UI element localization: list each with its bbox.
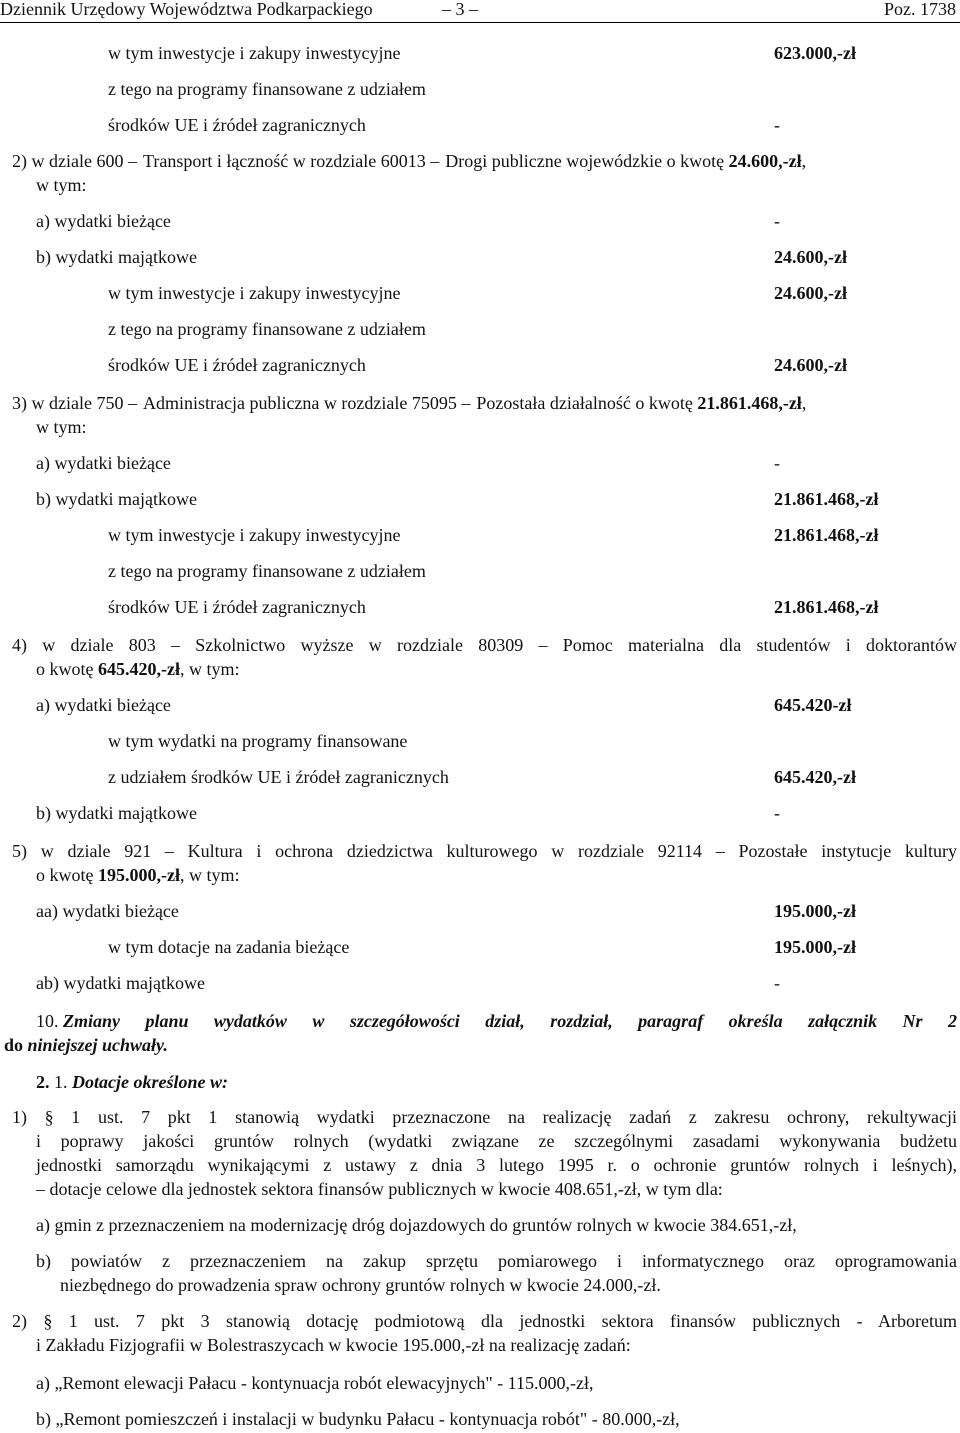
sec4-b-value: -	[774, 803, 780, 823]
sec3-heading-c: Pozostała działalność o kwotę	[476, 393, 698, 413]
sec3-b-label: b) wydatki majątkowe	[36, 489, 197, 509]
sec4-amount-line	[36, 658, 240, 680]
item1-line2: i poprawy jakości gruntów rolnych (wydatki związane ze szczególnymi zasadami wykonywania budżetu	[36, 1131, 957, 1151]
sec4-amount: 645.420,-zł	[98, 659, 180, 679]
sec5-amount-prefix: o kwotę	[36, 865, 98, 885]
sec2-wtym: w tym:	[36, 175, 87, 195]
sec3-wtym: w tym:	[36, 417, 87, 437]
item1-line3: jednostki samorządu wynikającymi z ustawy z dnia 3 lutego 1995 r. o ochronie gruntów rolnych i leśnych),	[36, 1155, 957, 1175]
sec4-prog-label-1: w tym wydatki na programy finansowane	[108, 731, 408, 751]
item1-b1: b) powiatów z przeznaczeniem na zakup sprzętu pomiarowego i informatycznego oraz oprogramowania	[36, 1251, 957, 1271]
sec3-heading-a: 3) w dziale 750	[12, 393, 128, 413]
sec5-ab-value: -	[774, 973, 780, 993]
sec5-amount: 195.000,-zł	[98, 865, 180, 885]
journal-title: Dziennik Urzędowy Województwa Podkarpackiego	[0, 0, 373, 19]
sec4-heading: 4) w dziale 803 – Szkolnictwo wyższe w rozdziale 80309 – Pomoc materialna dla studentów i doktorantów	[12, 635, 957, 655]
sec5-aa-value: 195.000,-zł	[774, 901, 856, 921]
sec5-dot-value: 195.000,-zł	[774, 937, 856, 957]
sec2-heading-b: Transport i łączność w rozdziale 60013	[142, 151, 431, 171]
sec2-a-value: -	[774, 211, 780, 231]
sec4-a-label: a) wydatki bieżące	[36, 695, 171, 715]
sec3-invest-value: 21.861.468,-zł	[774, 525, 879, 545]
sec2-heading: 2) w dziale 600 – Transport i łączność w rozdziale 60013 – Drogi publiczne wojewódzkie o kwotę 24.600,-zł,	[12, 151, 807, 171]
sec4-prog-value: 645.420,-zł	[774, 767, 856, 787]
item2-b: b) „Remont pomieszczeń i instalacji w budynku Pałacu - kontynuacja robót" - 80.000,-zł,	[36, 1409, 680, 1429]
item1-line4: – dotacje celowe dla jednostek sektora finansów publicznych w kwocie 408.651,-zł, w tym dla:	[36, 1179, 723, 1199]
sec4-prog-label-2: z udziałem środków UE i źródeł zagranicznych	[108, 767, 449, 787]
page-number: – 3 –	[442, 0, 478, 19]
sec2-prog-label-2: środków UE i źródeł zagranicznych	[108, 355, 366, 375]
par10-text: Zmiany planu wydatków w szczegółowości dział, rozdział, paragraf określa załącznik Nr 2	[63, 1011, 957, 1031]
sec2-invest-value: 24.600,-zł	[774, 283, 847, 303]
par10-line1	[36, 1010, 957, 1032]
page-header	[0, 0, 960, 23]
item2-line1: 2) § 1 ust. 7 pkt 3 stanowią dotację podmiotową dla jednostki sektora finansów publicznych - Arboretum	[12, 1311, 957, 1331]
item2-a: a) „Remont elewacji Pałacu - kontynuacja robót elewacyjnych" - 115.000,-zł,	[36, 1373, 594, 1393]
sec5-dot-label: w tym dotacje na zadania bieżące	[108, 937, 350, 957]
par10-uchwaly: niniejszej uchwały.	[23, 1035, 168, 1055]
sec3-heading: 3) w dziale 750 – Administracja publiczna w rozdziale 75095 – Pozostała działalność o kwotę 21.861.468,-zł,	[12, 393, 807, 413]
sec3-prog-label-1: z tego na programy finansowane z udziałem	[108, 561, 426, 581]
sec3-invest-label: w tym inwestycje i zakupy inwestycyjne	[108, 525, 401, 545]
sec2-a-label: a) wydatki bieżące	[36, 211, 171, 231]
sec2-heading-c: Drogi publiczne wojewódzkie o kwotę	[445, 151, 729, 171]
sec1-prog-value: -	[774, 115, 780, 135]
sec3-prog-label-2: środków UE i źródeł zagranicznych	[108, 597, 366, 617]
sec4-a-value: 645.420-zł	[774, 695, 852, 715]
par10-number: 10.	[36, 1011, 63, 1031]
sec2-amount: 24.600,-zł	[728, 151, 802, 171]
par10-do: do	[4, 1035, 24, 1055]
sec5-amount-suffix: , w tym:	[179, 865, 240, 885]
sec1-prog-label-2: środków UE i źródeł zagranicznych	[108, 115, 366, 135]
par2-heading	[36, 1071, 228, 1093]
par2-title: Dotacje określone w:	[72, 1072, 228, 1092]
sec2-invest-label: w tym inwestycje i zakupy inwestycyjne	[108, 283, 401, 303]
item1-a: a) gmin z przeznaczeniem na modernizację dróg dojazdowych do gruntów rolnych w kwocie 384.651,-zł,	[36, 1215, 797, 1235]
sec3-amount: 21.861.468,-zł	[697, 393, 802, 413]
sec5-heading: 5) w dziale 921 – Kultura i ochrona dziedzictwa kulturowego w rozdziale 92114 – Pozostałe instytucje kultury	[12, 841, 957, 861]
sec2-b-label: b) wydatki majątkowe	[36, 247, 197, 267]
par2-number: 2.	[36, 1072, 54, 1092]
sec2-b-value: 24.600,-zł	[774, 247, 847, 267]
sec5-ab-label: ab) wydatki majątkowe	[36, 973, 205, 993]
sec3-prog-value: 21.861.468,-zł	[774, 597, 879, 617]
item2-line2: i Zakładu Fizjografii w Bolestraszycach w kwocie 195.000,-zł na realizację zadań:	[36, 1335, 631, 1355]
sec4-amount-prefix: o kwotę	[36, 659, 98, 679]
sec2-prog-label-1: z tego na programy finansowane z udziałem	[108, 319, 426, 339]
position-number: Poz. 1738	[884, 0, 956, 19]
sec4-b-label: b) wydatki majątkowe	[36, 803, 197, 823]
sec1-prog-label-1: z tego na programy finansowane z udziałem	[108, 79, 426, 99]
sec2-prog-value: 24.600,-zł	[774, 355, 847, 375]
sec3-a-value: -	[774, 453, 780, 473]
sec5-amount-line	[36, 864, 240, 886]
sec3-a-label: a) wydatki bieżące	[36, 453, 171, 473]
sec1-invest-value: 623.000,-zł	[774, 43, 856, 63]
sec2-heading-a: 2) w dziale 600	[12, 151, 128, 171]
sec3-b-value: 21.861.468,-zł	[774, 489, 879, 509]
sec3-heading-b: Administracja publiczna w rozdziale 75095	[142, 393, 462, 413]
sec1-invest-label: w tym inwestycje i zakupy inwestycyjne	[108, 43, 401, 63]
par2-sub: 1.	[54, 1072, 72, 1092]
item1-line1: 1) § 1 ust. 7 pkt 1 stanowią wydatki przeznaczone na realizację zadań z zakresu ochrony, rekultywacji	[12, 1107, 957, 1127]
sec4-amount-suffix: , w tym:	[179, 659, 240, 679]
par10-line2	[4, 1034, 168, 1056]
sec5-aa-label: aa) wydatki bieżące	[36, 901, 179, 921]
item1-b2: niezbędnego do prowadzenia spraw ochrony gruntów rolnych w kwocie 24.000,-zł.	[60, 1275, 661, 1295]
